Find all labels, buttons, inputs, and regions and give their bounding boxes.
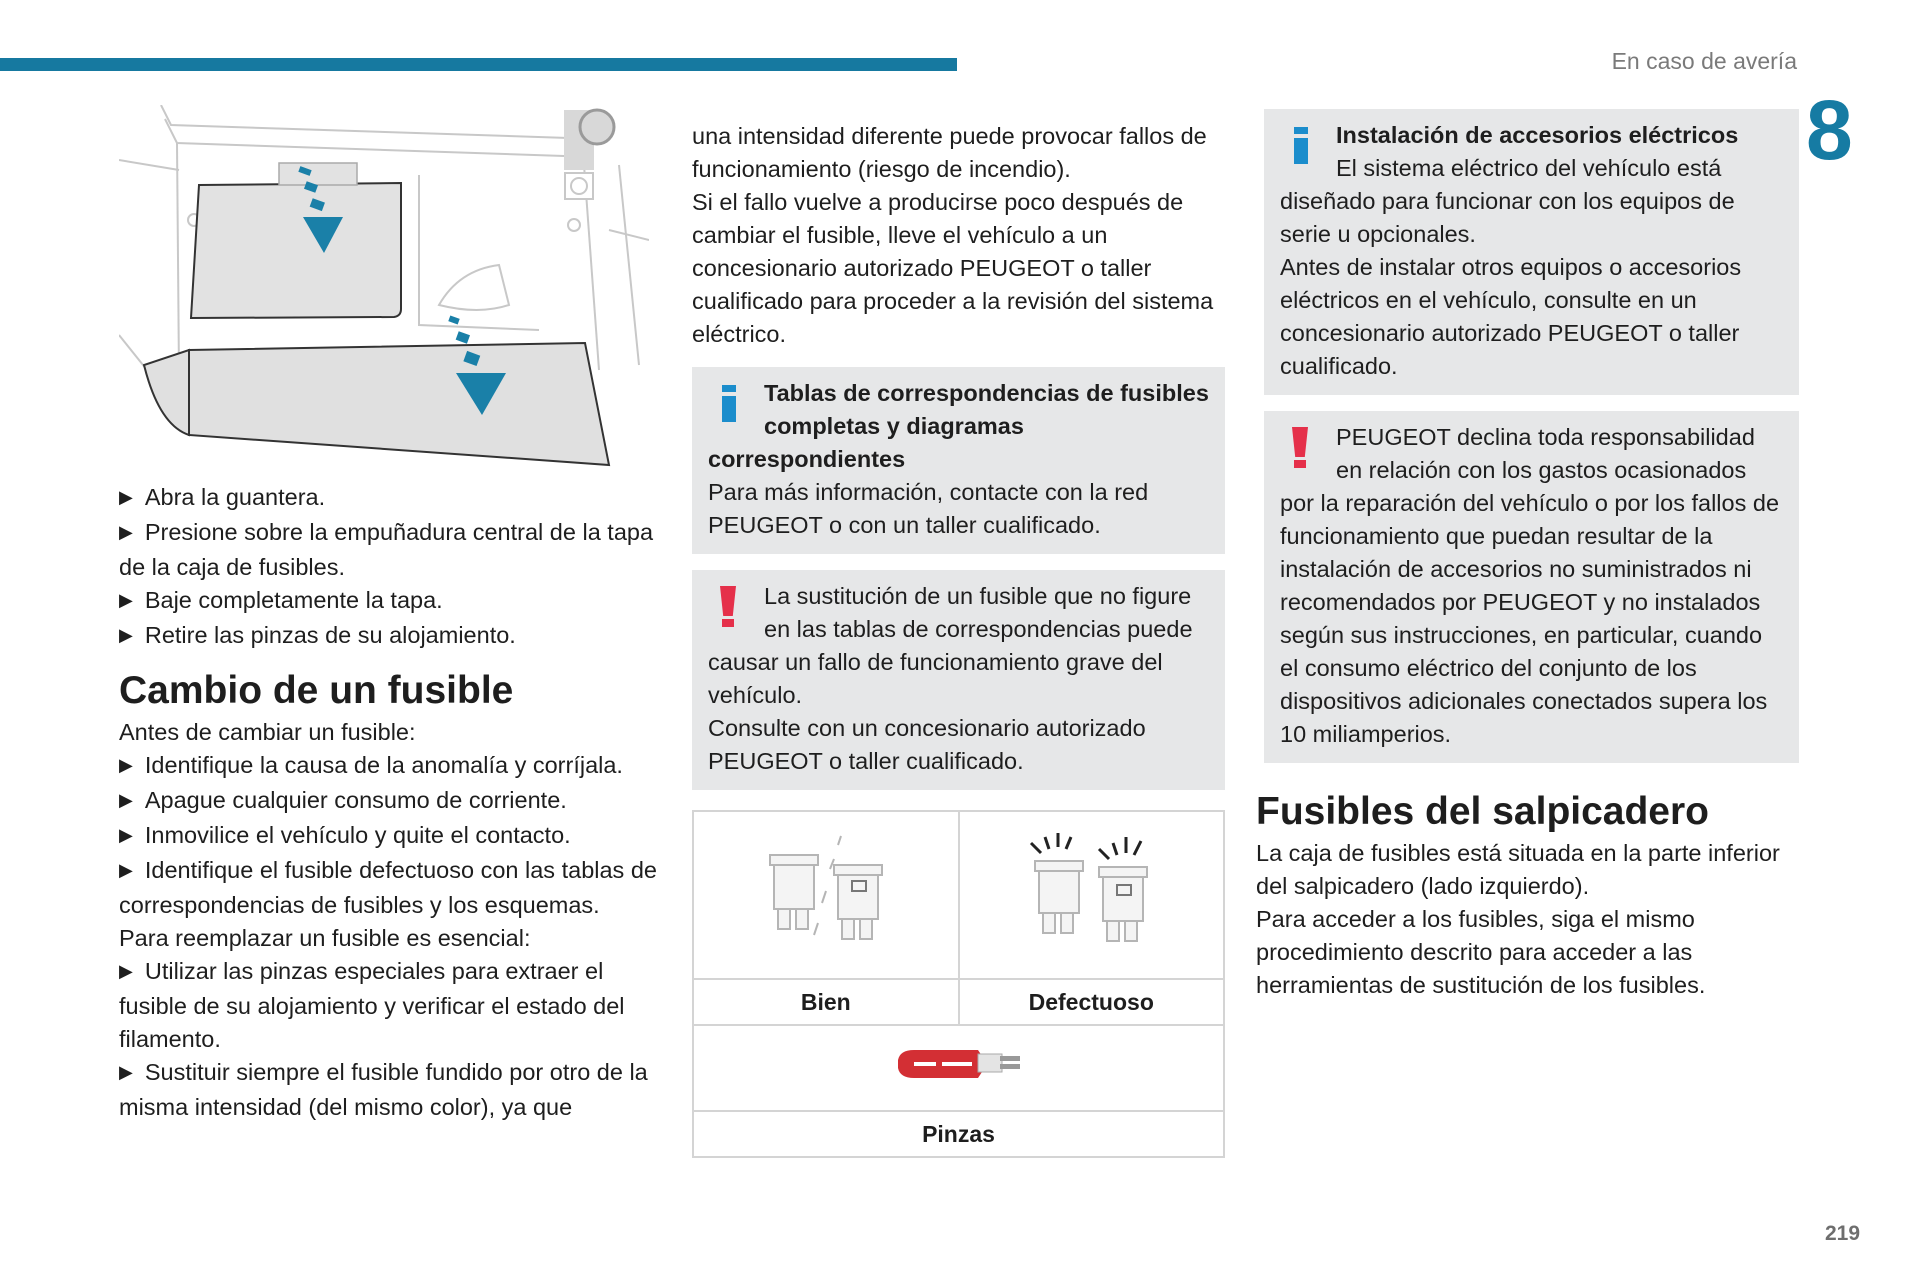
replace-step-2: ▶ Sustituir siempre el fusible fundido por otro de la misma intensidad (del mismo color), ya que [119, 1056, 659, 1124]
pliers-image-cell [693, 1025, 1224, 1111]
replace-step-1: ▶ Utilizar las pinzas especiales para extraer el fusible de su alojamiento y verificar el estado del filamento. [119, 955, 659, 1056]
step-3: ▶ Baje completamente la tapa. [119, 584, 659, 619]
warning-icon [1280, 421, 1336, 479]
info-box-text-2: Antes de instalar otros equipos o accesorios eléctricos en el vehículo, consulte en un concesionario autorizado PEUGEOT o taller cualificado. [1280, 254, 1742, 379]
before-step-1: ▶ Identifique la causa de la anomalía y corríjala. [119, 749, 659, 784]
warning-box-text-1: La sustitución de un fusible que no figure en las tablas de correspondencias puede causar un fallo de funcionamiento grave del vehículo. [708, 583, 1193, 708]
middle-column [692, 120, 1225, 1158]
warning-box-text: PEUGEOT declina toda responsabilidad en relación con los gastos ocasionados por la reparación del vehículo o por los fallos de funcionamiento que puedan resultar de la instalación de accesorios no suministrados ni recomendados por PEUGEOT y no instalados según sus instrucciones, en particular, cuando el consumo eléctrico del conjunto de los dispositivos adicionales conectados supera los 10 miliamperios. [1280, 424, 1780, 747]
paragraph-text: Si el fallo vuelve a producirse poco después de cambiar el fusible, lleve el vehículo a un concesionario autorizado PEUGEOT o taller cualificado para proceder a la revisión del sistema eléctrico. [692, 189, 1214, 347]
intro-text: Antes de cambiar un fusible: [119, 719, 416, 745]
warning-box-text-2: Consulte con un concesionario autorizado PEUGEOT o taller cualificado. [708, 715, 1146, 774]
left-column [119, 105, 659, 1124]
info-box-text-1: El sistema eléctrico del vehículo está diseñado para funcionar con los equipos de serie u opcionales. [1280, 155, 1735, 247]
chapter-number: 8 [1806, 83, 1853, 177]
fuse-state-table [692, 810, 1225, 1158]
info-box-title: Tablas de correspondencias de fusibles completas y diagramas correspondientes [708, 380, 1209, 472]
warning-box-sustitucion [692, 570, 1225, 790]
bad-fuse-label: Defectuoso [959, 979, 1225, 1025]
glovebox-fusebox-illustration [119, 105, 649, 467]
salpicadero-para-2: Para acceder a los fusibles, siga el mismo procedimiento descrito para acceder a las herramientas de sustitución de los fusibles. [1256, 906, 1706, 998]
before-step-4: ▶ Identifique el fusible defectuoso con las tablas de correspondencias de fusibles y los esquemas. [119, 854, 659, 922]
section-title: En caso de avería [1611, 48, 1797, 74]
before-step-2: ▶ Apague cualquier consumo de corriente. [119, 784, 659, 819]
heading-cambio-fusible: Cambio de un fusible [119, 669, 514, 712]
pliers-label: Pinzas [693, 1111, 1224, 1157]
info-box-text: Para más información, contacte con la red PEUGEOT o con un taller cualificado. [708, 479, 1149, 538]
replace-intro: Para reemplazar un fusible es esencial: [119, 925, 531, 951]
info-box-accesorios [1264, 109, 1799, 395]
heading-fusibles-salpicadero: Fusibles del salpicadero [1256, 790, 1709, 833]
info-icon [708, 377, 764, 435]
continuation-text: una intensidad diferente puede provocar fallos de funcionamiento (riesgo de incendio). [692, 123, 1207, 182]
fusibles-salpicadero-section [1256, 789, 1799, 1002]
fuse-pliers-icon [894, 1044, 1024, 1084]
blown-fuse-icon [1021, 831, 1161, 951]
warning-icon [708, 580, 764, 638]
salpicadero-para-1: La caja de fusibles está situada en la parte inferior del salpicadero (lado izquierdo). [1256, 840, 1780, 899]
step-1: ▶ Abra la guantera. [119, 481, 659, 516]
header-accent-bar [0, 58, 957, 71]
good-fuse-icon [756, 831, 896, 951]
info-icon [1280, 119, 1336, 177]
info-box-title: Instalación de accesorios eléctricos [1336, 122, 1739, 148]
warning-box-responsabilidad [1264, 411, 1799, 763]
info-box-tablas [692, 367, 1225, 554]
before-step-3: ▶ Inmovilice el vehículo y quite el contacto. [119, 819, 659, 854]
page-number: 219 [1825, 1222, 1861, 1245]
good-fuse-label: Bien [693, 979, 959, 1025]
step-2: ▶ Presione sobre la empuñadura central de la tapa de la caja de fusibles. [119, 516, 659, 584]
step-4: ▶ Retire las pinzas de su alojamiento. [119, 619, 659, 654]
bad-fuse-image-cell [959, 811, 1225, 979]
good-fuse-image-cell [693, 811, 959, 979]
right-column [1256, 109, 1799, 1002]
